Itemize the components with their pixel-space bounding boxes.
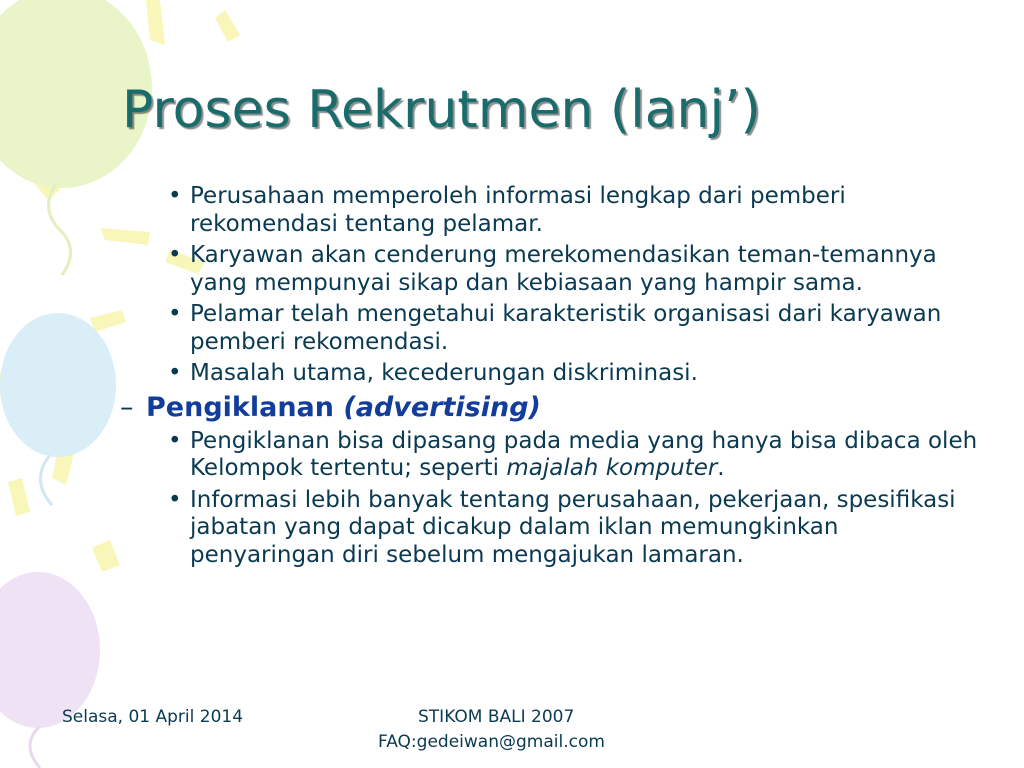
footer-date: Selasa, 01 April 2014 [62, 707, 244, 727]
bullet-item [100, 183, 980, 238]
purple-balloon [0, 572, 100, 728]
bullet-marker: • [168, 427, 182, 454]
bullet-item [100, 301, 980, 356]
bullet-item [100, 242, 980, 297]
slide-content [100, 183, 980, 573]
bullet-text-main: Pengiklanan bisa dipasang pada media yang hanya bisa dibaca oleh Kelompok tertentu; seperti [190, 427, 978, 481]
heading-italic: (advertising) [343, 391, 541, 423]
bullet-text: Pelamar telah mengetahui karakteristik organisasi dari karyawan pemberi rekomendasi. [190, 301, 942, 355]
footer-email: FAQ:gedeiwan@gmail.com [378, 732, 605, 752]
bullet-text: Perusahaan memperoleh informasi lengkap dari pemberi rekomendasi tentang pelamar. [190, 183, 846, 237]
bullet-text: Karyawan akan cenderung merekomendasikan teman-temannya yang mempunyai sikap dan kebiasaan yang hampir sama. [190, 242, 937, 296]
section-heading [100, 392, 980, 424]
bullet-marker: • [168, 242, 182, 268]
heading-dash: – [120, 391, 134, 423]
bullet-text [190, 428, 977, 482]
footer-organization: STIKOM BALI 2007 [418, 707, 575, 727]
bullet-marker: • [168, 183, 182, 209]
bullet-text-end: . [717, 455, 725, 481]
slide-title: Proses Rekrutmen (lanj’) [122, 80, 761, 140]
bullet-marker: • [168, 360, 182, 386]
heading-bold: Pengiklanan [146, 391, 334, 423]
bullet-marker: • [168, 301, 182, 327]
bullet-text: Informasi lebih banyak tentang perusahaan, pekerjaan, spesifikasi jabatan yang dapat dicakup dalam iklan memungkinkan penyaringan diri sebelum mengajukan lamaran. [190, 486, 956, 568]
bullet-marker: • [168, 486, 182, 513]
blue-balloon [0, 313, 116, 457]
bullet-item [100, 428, 980, 483]
bullet-item [100, 360, 980, 388]
bullet-text-emphasis: majalah komputer [506, 455, 718, 481]
bullet-item [100, 487, 980, 570]
bullet-text: Masalah utama, kecederungan diskriminasi. [190, 360, 698, 386]
